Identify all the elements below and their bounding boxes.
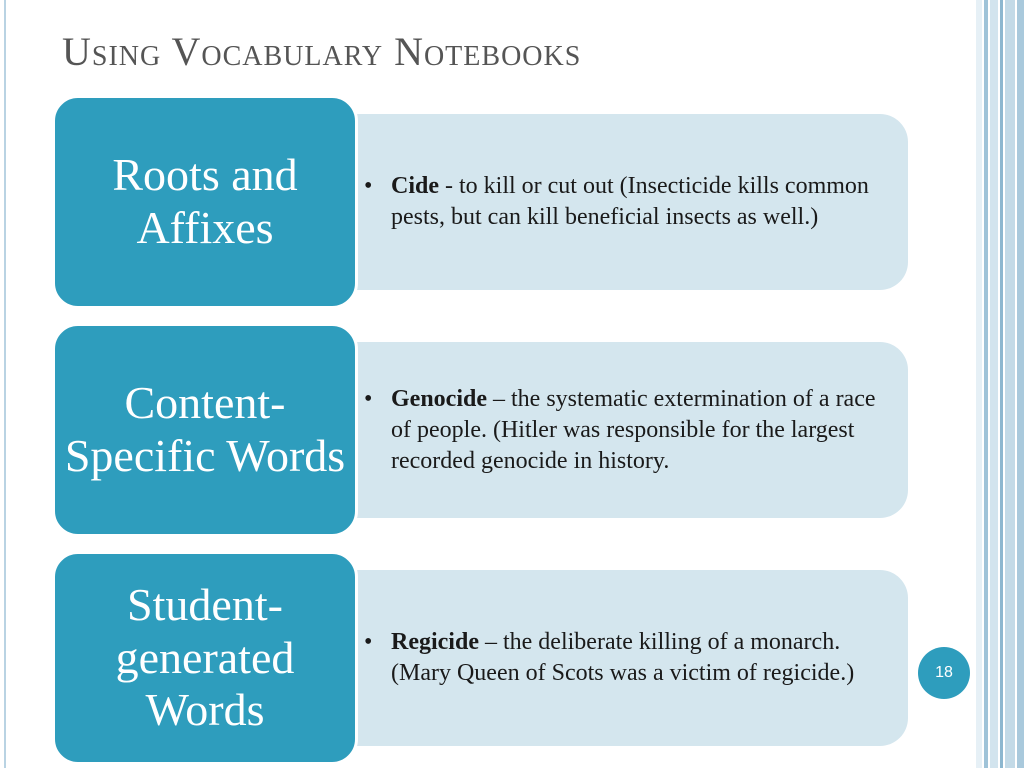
definition-panel-genocide <box>306 342 908 518</box>
vocab-definition: - to kill or cut out (Insecticide kills common pests, but can kill beneficial insects as well.) <box>391 173 869 230</box>
definition-panel-cide <box>306 114 908 290</box>
category-label: Roots and Affixes <box>112 149 298 253</box>
page-number-badge: 18 <box>918 647 970 699</box>
vocab-definition: – the systematic extermination of a race of people. (Hitler was responsible for the largest recorded genocide in history. <box>391 385 876 474</box>
definition-bullet <box>364 171 884 233</box>
right-decorative-stripes <box>976 0 1024 768</box>
bullet-dot: • <box>364 173 373 199</box>
definition-bullet <box>364 384 884 477</box>
category-box-student-generated-words <box>52 551 358 765</box>
category-box-content-specific-words <box>52 323 358 537</box>
vocab-term: Genocide <box>391 385 487 412</box>
vocab-term: Cide <box>391 173 439 199</box>
definition-bullet <box>364 627 884 689</box>
vocab-definition: – the deliberate killing of a monarch. (Mary Queen of Scots was a victim of regicide.) <box>391 629 855 686</box>
vocab-term: Regicide <box>391 629 479 655</box>
left-border-rule <box>4 0 6 768</box>
definition-panel-regicide <box>306 570 908 746</box>
category-box-roots-and-affixes <box>52 95 358 309</box>
slide-title: Using Vocabulary Notebooks <box>62 29 582 74</box>
category-label: Student-generated Words <box>115 578 295 736</box>
bullet-dot: • <box>364 629 373 655</box>
category-label: Content-Specific Words <box>64 377 346 481</box>
bullet-dot: • <box>364 385 373 412</box>
